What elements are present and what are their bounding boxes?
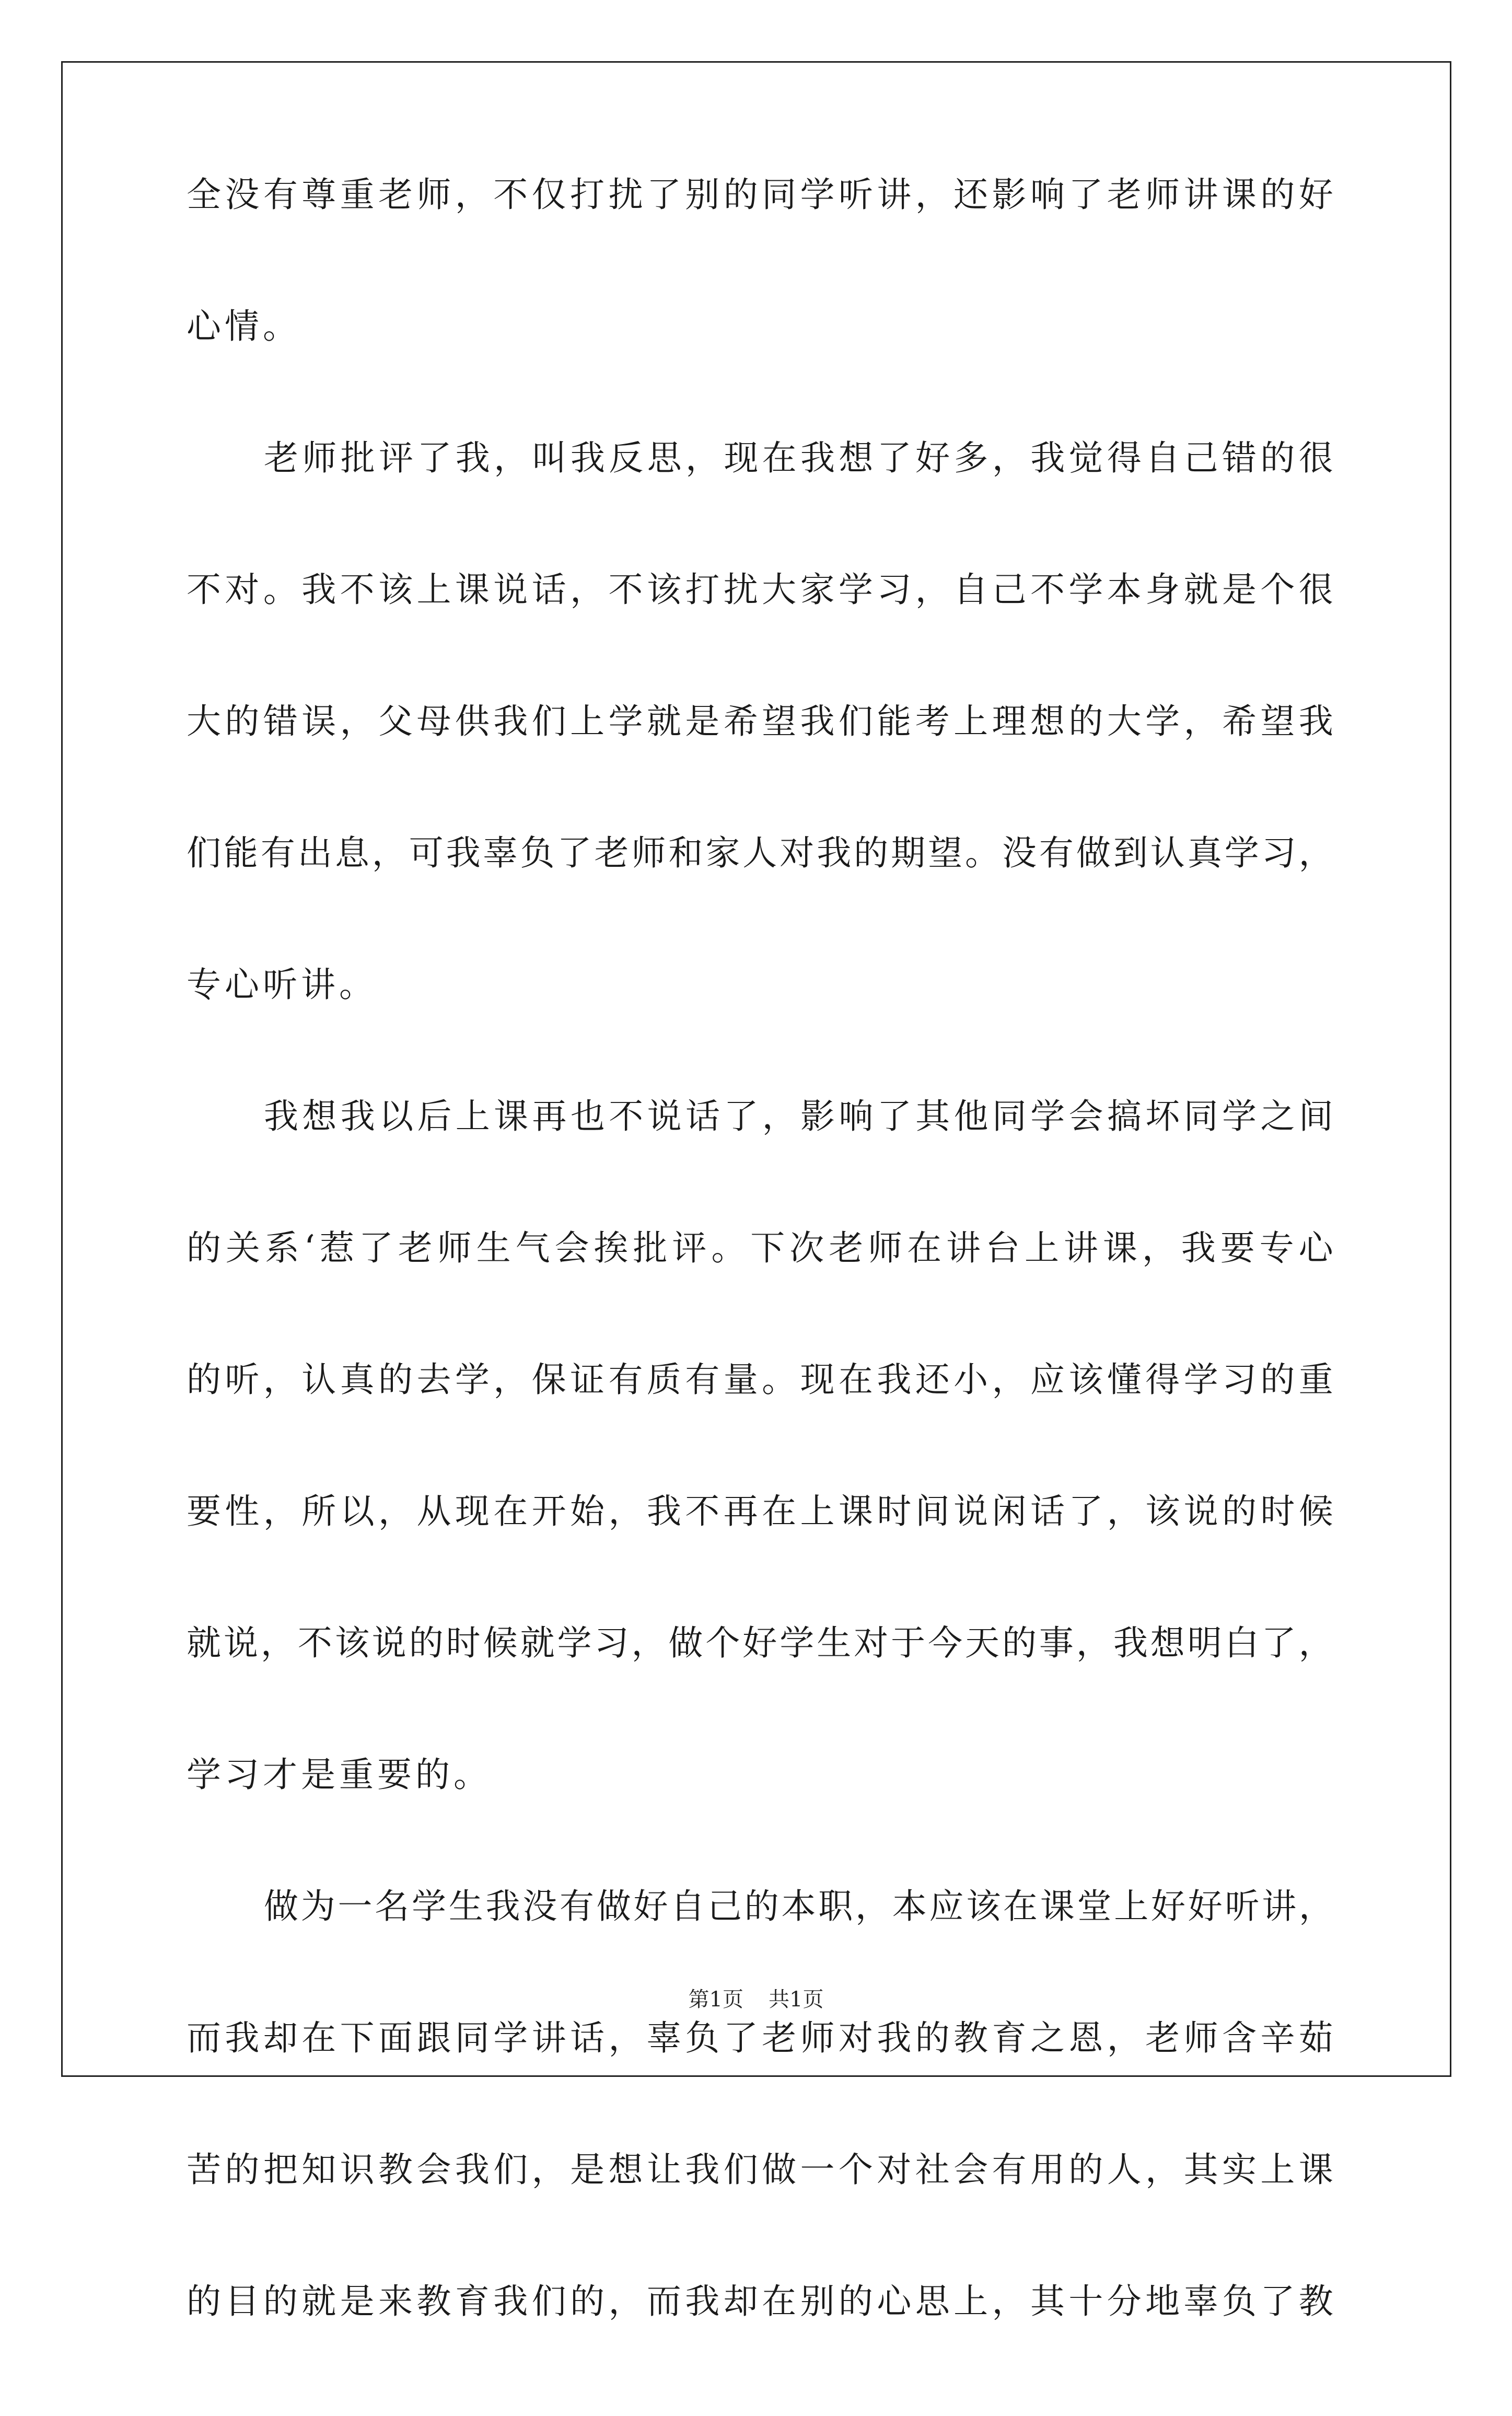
page-total: 共1页 — [769, 1988, 824, 2012]
text-line: 大 的 错 误 ， 父 母 供 我 们 上 学 就 是 希 望 我 们 能 考 上 理 想 的 大 学 ， 希 望 我 — [187, 701, 1333, 741]
text-line: 苦 的 把 知 识 教 会 我 们 ， 是 想 让 我 们 做 一 个 对 社 会 有 用 的 人 ， 其 实 上 课 — [187, 2150, 1333, 2190]
text-line: 的 听 ， 认 真 的 去 学 ， 保 证 有 质 有 量 。 现 在 我 还 小 ， 应 该 懂 得 学 习 的 重 — [187, 1360, 1333, 1400]
text-line: 不 对 。 我 不 该 上 课 说 话 ， 不 该 打 扰 大 家 学 习 ， 自 己 不 学 本 身 就 是 个 很 — [187, 570, 1333, 610]
paragraph-first-line: 老 师 批 评 了 我 ， 叫 我 反 思 ， 现 在 我 想 了 好 多 ， 我 觉 得 自 己 错 的 很 — [264, 438, 1333, 478]
text-line: 要 性 ， 所 以 ， 从 现 在 开 始 ， 我 不 再 在 上 课 时 间 说 闲 话 了 ， 该 说 的 时 候 — [187, 1491, 1333, 1531]
text-line: 学 习 才 是 重 要 的 。 — [187, 1755, 488, 1795]
page-footer — [0, 1983, 1512, 2013]
text-line: 专 心 听 讲 。 — [187, 965, 374, 1005]
text-line: 心 情 。 — [187, 306, 297, 346]
text-line: 全 没 有 尊 重 老 师 ， 不 仅 打 扰 了 别 的 同 学 听 讲 ， 还 影 响 了 老 师 讲 课 的 好 — [187, 175, 1333, 215]
text-line: 而 我 却 在 下 面 跟 同 学 讲 话 ， 辜 负 了 老 师 对 我 的 教 育 之 恩 ， 老 师 含 辛 茹 — [187, 2018, 1333, 2058]
text-line: 的 目 的 就 是 来 教 育 我 们 的 ， 而 我 却 在 别 的 心 思 上 ， 其 十 分 地 辜 负 了 教 — [187, 2281, 1333, 2321]
text-line: 的 关 系 ‘ 惹 了 老 师 生 气 会 挨 批 评 。 下 次 老 师 在 讲 台 上 讲 课 ， 我 要 专 心 — [187, 1228, 1333, 1268]
paragraph-first-line: 我 想 我 以 后 上 课 再 也 不 说 话 了 ， 影 响 了 其 他 同 学 会 搞 坏 同 学 之 间 — [264, 1096, 1333, 1136]
text-line: 们 能 有 出 息 ， 可 我 辜 负 了 老 师 和 家 人 对 我 的 期 望 。 没 有 做 到 认 真 学 习 ， — [187, 833, 1333, 873]
text-line: 就 说 ， 不 该 说 的 时 候 就 学 习 ， 做 个 好 学 生 对 于 今 天 的 事 ， 我 想 明 白 了 ， — [187, 1623, 1333, 1663]
paragraph-first-line: 做 为 一 名 学 生 我 没 有 做 好 自 己 的 本 职 ， 本 应 该 在 课 堂 上 好 好 听 讲 ， — [264, 1886, 1333, 1926]
page-number: 第1页 — [688, 1988, 743, 2012]
document-body — [187, 175, 1333, 2416]
